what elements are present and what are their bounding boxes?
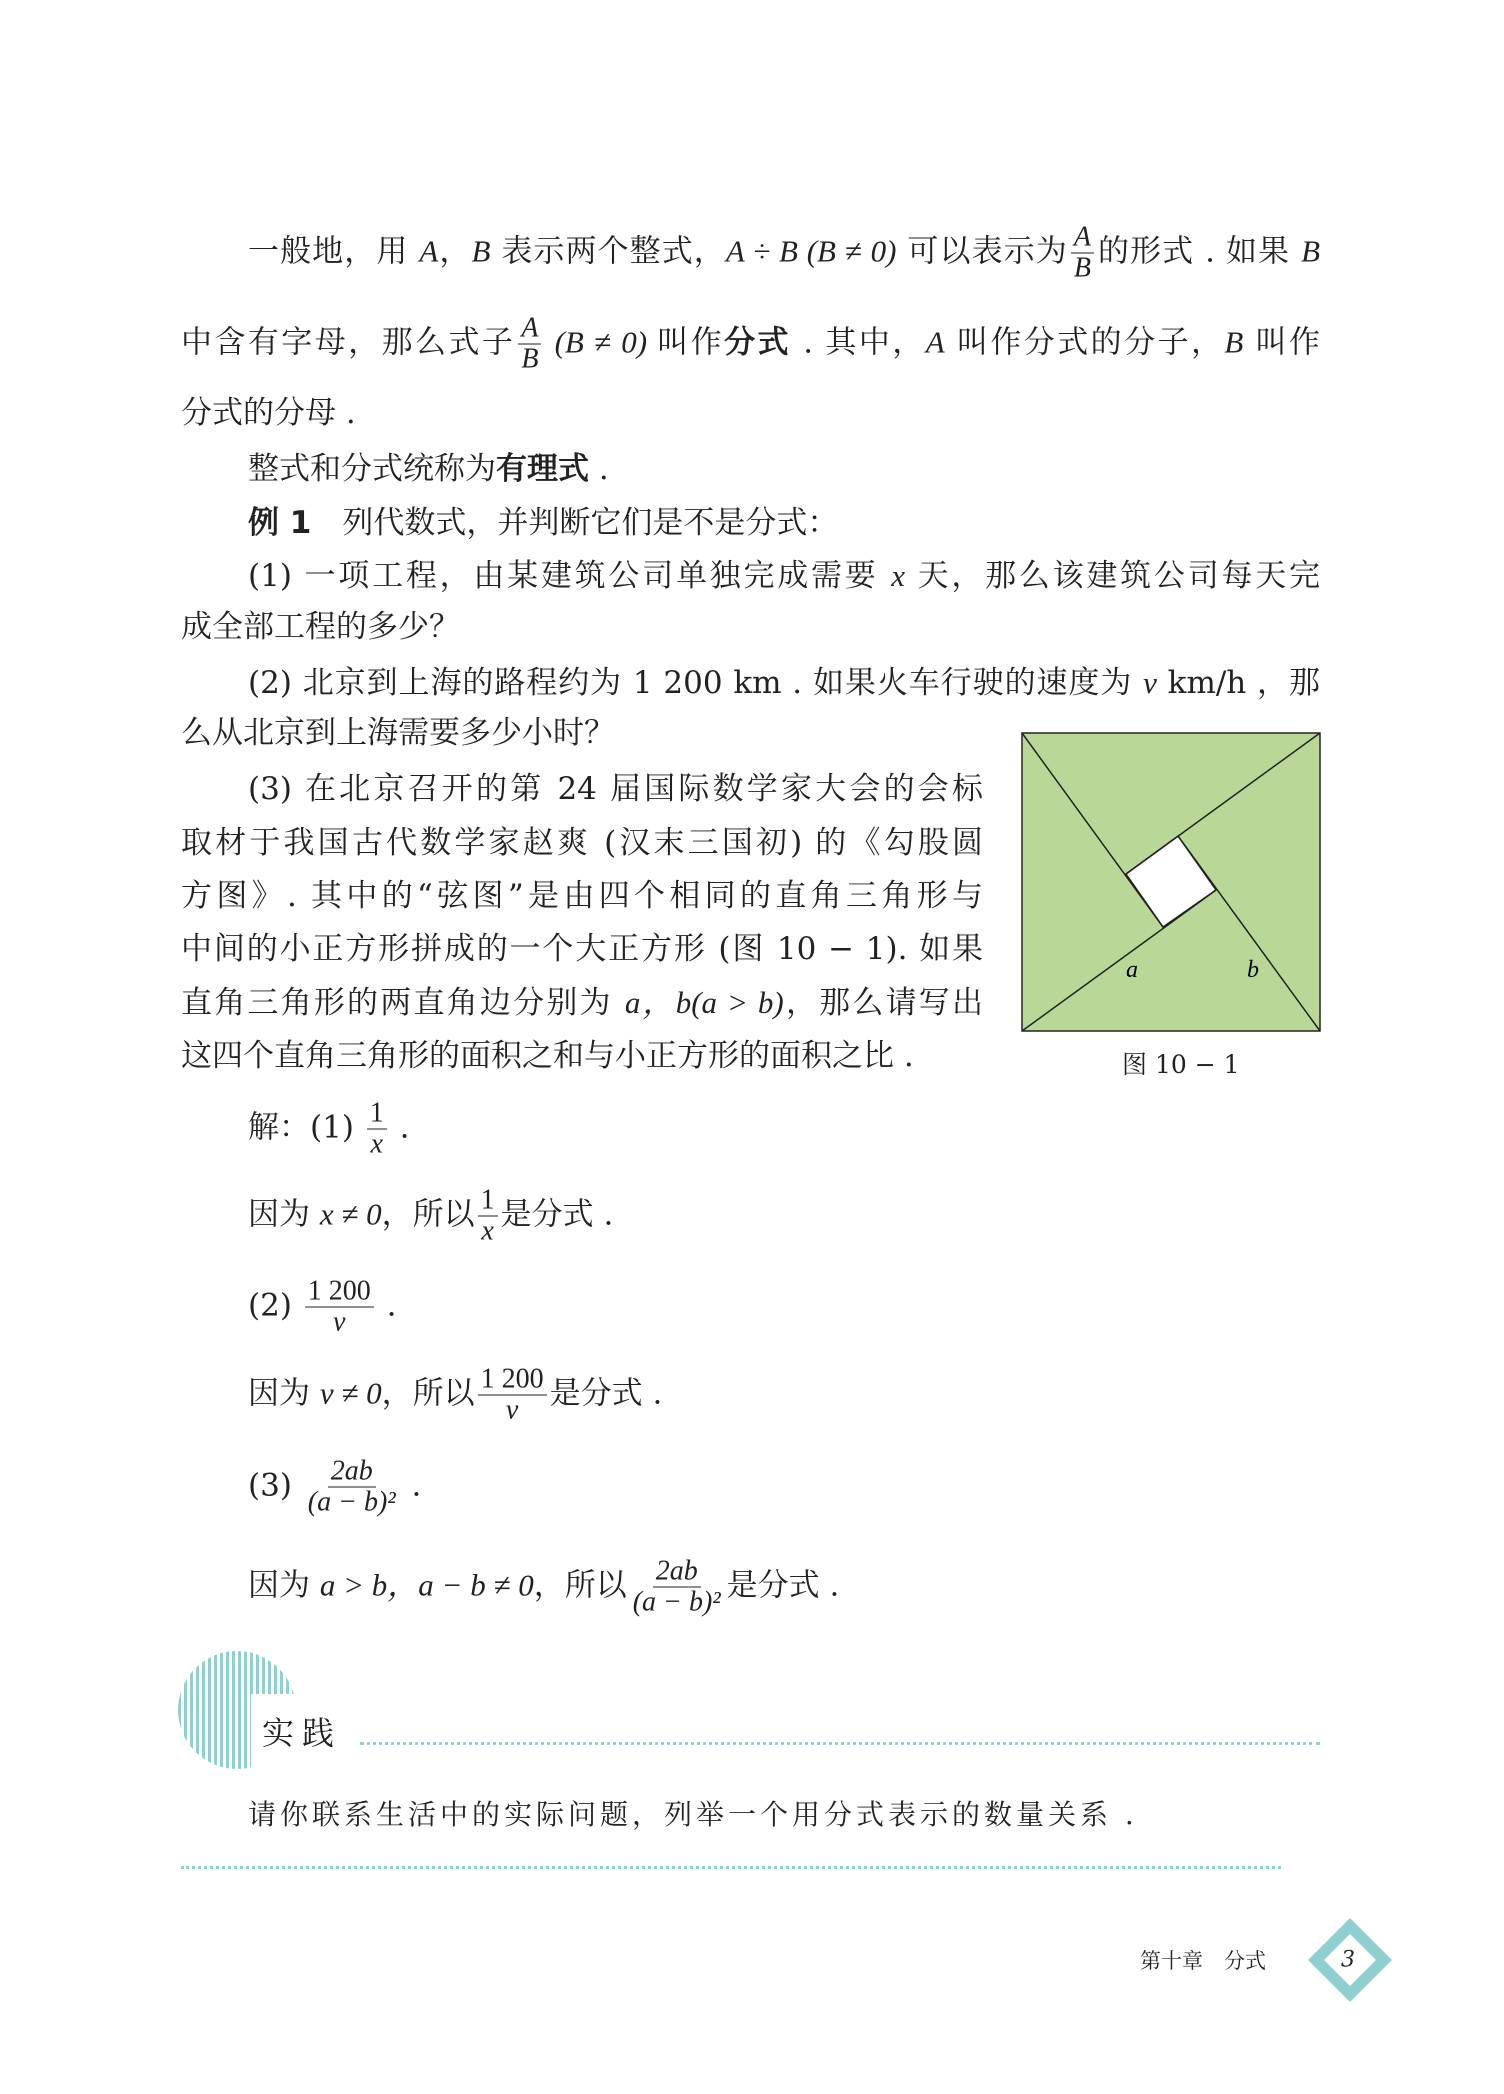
question-3-line: 取材于我国古代数学家赵爽 (汉末三国初) 的《勾股圆 <box>181 825 983 861</box>
question-3-line: 方图》. 其中的“弦图”是由四个相同的直角三角形与 <box>181 878 983 914</box>
figure-caption: 图 10 − 1 <box>1122 1050 1240 1079</box>
denominator: x <box>370 1128 383 1160</box>
text: ，所以 <box>533 1567 627 1604</box>
question-2-cont: 么从北京到上海需要多少小时？ <box>181 715 615 751</box>
fraction <box>1071 223 1094 284</box>
text: (2) <box>248 1287 302 1324</box>
math: B <box>1224 324 1244 360</box>
text: . <box>376 1287 397 1324</box>
solution-3 <box>248 1457 421 1518</box>
numerator: 1 200 <box>478 1365 547 1396</box>
text: 中含有字母，那么式子 <box>181 324 516 361</box>
denominator: v <box>505 1394 519 1426</box>
paragraph-line: 分式的分母 . <box>181 395 356 431</box>
math: A <box>419 233 439 269</box>
fraction <box>518 314 541 375</box>
practice-title: 实践 <box>262 1714 343 1752</box>
text: 表示两个整式， <box>490 233 726 270</box>
example-label: 例 1 <box>248 505 312 541</box>
math: v ≠ 0 <box>319 1375 382 1411</box>
math: x ≠ 0 <box>319 1196 382 1232</box>
text: 叫作 <box>657 324 725 361</box>
text: . 其中， <box>791 324 926 361</box>
math: A ÷ B (B ≠ 0) <box>725 233 897 269</box>
zhao-shuang-hypotenuse-diagram <box>1021 732 1321 1032</box>
fraction <box>478 1365 547 1426</box>
fraction <box>305 1457 399 1518</box>
text: 整式和分式统称为 <box>248 451 496 487</box>
text: 解：(1) <box>248 1109 364 1146</box>
denominator: v <box>333 1306 346 1338</box>
text: . <box>389 1109 410 1146</box>
text: 一般地，用 <box>248 233 420 270</box>
text: 是分式 . <box>549 1375 663 1412</box>
text: (2) 北京到上海的路程约为 1 200 km . 如果火车行驶的速度为 <box>248 665 1144 701</box>
paragraph-line <box>248 223 1320 284</box>
math: B <box>1301 233 1321 269</box>
text: 因为 <box>248 1567 320 1604</box>
label-b: b <box>1247 957 1259 983</box>
example-heading <box>248 503 838 543</box>
paragraph-line <box>181 314 1320 375</box>
numerator: 1 <box>367 1099 387 1130</box>
numerator: A <box>1071 223 1094 254</box>
numerator: A <box>518 314 541 345</box>
chapter-title: 第十章 分式 <box>1140 1949 1266 1973</box>
denominator: x <box>481 1215 494 1247</box>
text: 叫作 <box>1243 324 1321 361</box>
solution-1 <box>248 1099 409 1160</box>
denominator: (a − b)² <box>632 1586 721 1618</box>
text: 可以表示为 <box>896 233 1068 270</box>
text: ，那么请写出 <box>783 985 983 1021</box>
text: (1) 一项工程，由某建筑公司单独完成需要 <box>248 558 892 594</box>
text: ， <box>438 233 472 270</box>
text: km/h ，那 <box>1156 665 1320 701</box>
math: a > b，a − b ≠ 0 <box>319 1567 534 1603</box>
label-a: a <box>1126 957 1138 983</box>
math: (B ≠ 0) <box>544 324 658 360</box>
solution-1-reason <box>248 1186 613 1247</box>
text: 是分式 . <box>726 1567 840 1604</box>
numerator: 1 <box>478 1186 498 1217</box>
text: . <box>401 1467 422 1504</box>
question-1-cont: 成全部工程的多少？ <box>181 609 460 645</box>
fraction <box>305 1277 374 1338</box>
page-number: 3 <box>1341 1947 1355 1973</box>
solution-2 <box>248 1277 396 1338</box>
numerator: 2ab <box>328 1457 376 1488</box>
question-3-line <box>181 983 983 1023</box>
denominator: B <box>521 343 539 375</box>
text: 叫作分式的分子， <box>944 324 1225 361</box>
math: B <box>471 233 491 269</box>
text: 直角三角形的两直角边分别为 <box>181 985 625 1021</box>
text: ，所以 <box>381 1196 475 1233</box>
term-bold: 有理式 <box>496 451 589 487</box>
denominator: B <box>1073 252 1091 284</box>
text: 的形式 . 如果 <box>1096 233 1302 270</box>
term-bold: 分式 <box>724 324 791 361</box>
question-3-line: 这四个直角三角形的面积之和与小正方形的面积之比 . <box>181 1038 914 1074</box>
math: x <box>891 558 905 593</box>
text: (3) <box>248 1467 302 1504</box>
solution-2-reason <box>248 1365 662 1426</box>
fraction <box>630 1557 724 1618</box>
text: 天，那么该建筑公司每天完 <box>904 558 1320 594</box>
text: ，所以 <box>381 1375 475 1412</box>
text: 因为 <box>248 1196 320 1233</box>
paragraph-line <box>248 449 609 489</box>
question-1 <box>248 556 1320 596</box>
numerator: 1 200 <box>305 1277 374 1308</box>
denominator: (a − b)² <box>307 1486 396 1518</box>
math: A <box>925 324 945 360</box>
text: 列代数式，并判断它们是不是分式： <box>311 505 839 541</box>
fraction <box>478 1186 498 1247</box>
question-3: (3) 在北京召开的第 24 届国际数学家大会的会标 <box>248 771 983 807</box>
math: a，b(a > b) <box>624 985 784 1020</box>
text: . <box>589 451 609 487</box>
math: v <box>1143 665 1157 700</box>
dotted-divider <box>181 1866 1281 1869</box>
text: 是分式 . <box>500 1196 614 1233</box>
text: 因为 <box>248 1375 320 1412</box>
question-3-line: 中间的小正方形拼成的一个大正方形 (图 10 − 1). 如果 <box>181 931 983 967</box>
practice-prompt: 请你联系生活中的实际问题，列举一个用分式表示的数量关系 . <box>248 1798 1138 1831</box>
dotted-divider <box>360 1742 1320 1745</box>
fraction <box>367 1099 387 1160</box>
numerator: 2ab <box>653 1557 701 1588</box>
solution-3-reason <box>248 1557 839 1618</box>
question-2 <box>248 663 1320 703</box>
